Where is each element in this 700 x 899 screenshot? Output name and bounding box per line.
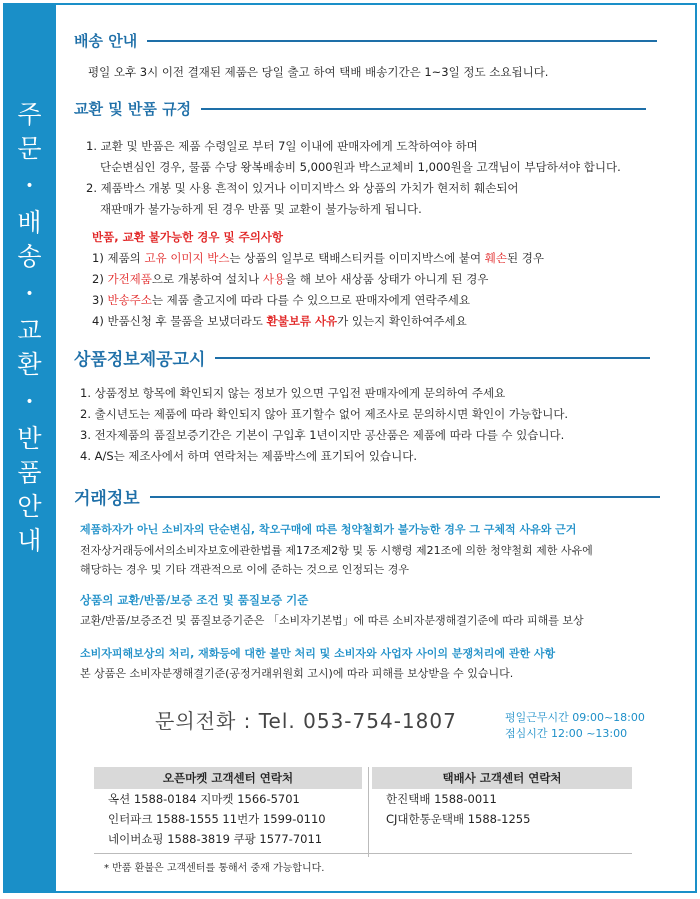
cs-row: 한진택배 1588-0011 [386,792,497,806]
vertical-char: 반 [17,424,42,453]
trade-title: 거래정보 [74,489,140,509]
product-info-item: 3. 전자제품의 품질보증기간은 기본이 구입후 1년이지만 공산품은 제품에 따라 다를 수 있습니다. [80,428,565,442]
trade-heading [74,484,660,509]
market-cs-table [94,767,362,857]
cs-row: 옥션 1588-0184 지마켓 1566-5701 [108,792,300,806]
vertical-char: 품 [17,458,42,487]
market-cs-title: 오픈마켓 고객센터 연락처 [94,767,362,789]
exchange-rule-1: 1. 교환 및 반품은 제품 수령일로 부터 7일 이내에 판매자에게 도착하여야 하며 [86,139,478,153]
caution-item: 3) 반송주소는 제품 출고지에 따라 다를 수 있으므로 판매자에게 연락주세요 [92,293,470,307]
exchange-title: 교환 및 반품 규정 [74,100,192,118]
vertical-dot: • [25,394,34,410]
product-info-item: 2. 출시년도는 제품에 따라 확인되지 않아 표기할수 없어 제조사로 문의하시면 확인이 가능합니다. [80,407,569,421]
cs-row: CJ대한통운택배 1588-1255 [386,812,531,826]
courier-cs-title: 택배사 고객센터 연락처 [372,767,632,789]
vertical-char: 송 [17,242,42,271]
vertical-dot: • [25,286,34,302]
product-info-item: 4. A/S는 제조사에서 하며 연락처는 제품박스에 표기되어 있습니다. [80,449,417,463]
exchange-rule-2-detail: 재판매가 불가능하게 된 경우 반품 및 교환이 불가능하게 됩니다. [100,202,422,216]
exchange-heading [74,98,646,119]
trade-subheading: 제품하자가 아닌 소비자의 단순변심, 착오구매에 따른 청약철회가 불가능한 경우 그 구체적 사유와 근거 [80,523,577,536]
product-info-heading [74,345,650,370]
caution-item: 2) 가전제품으로 개봉하여 설치나 사용을 해 보아 새상품 상태가 아니게 된 경우 [92,272,489,286]
caution-item: 4) 반품신청 후 물품을 보냈더라도 환불보류 사유가 있는지 확인하여주세요 [92,314,467,328]
shipping-title: 배송 안내 [74,32,138,50]
vertical-char: 교 [17,316,42,345]
trade-subheading: 상품의 교환/반품/보증 조건 및 품질보증 기준 [80,593,309,607]
phone-number: 문의전화 : Tel. 053-754-1807 [155,709,457,733]
product-info-title: 상품정보제공고시 [74,350,206,370]
table-divider [368,767,369,857]
exchange-rule-1-detail: 단순변심인 경우, 물품 수당 왕복배송비 5,000원과 박스교체비 1,000원을 고객님이 부담하셔야 합니다. [100,160,621,174]
vertical-char: 환 [17,350,42,379]
vertical-char: 안 [17,492,42,521]
shipping-body: 평일 오후 3시 이전 결재된 제품은 당일 출고 하여 택배 배송기간은 1~3일 정도 소요됩니다. [88,65,549,79]
trade-paragraph: 해당하는 경우 및 기타 객관적으로 이에 준하는 것으로 인정되는 경우 [80,563,409,576]
heading-rule [150,496,660,498]
vertical-dot: • [25,178,34,194]
vertical-char: 문 [17,134,42,163]
heading-rule [147,40,657,42]
vertical-char: 내 [17,526,42,555]
vertical-char: 배 [17,208,42,237]
lunch-hours: 점심시간 12:00 ~13:00 [505,727,628,740]
caution-title: 반품, 교환 불가능한 경우 및 주의사항 [92,230,284,244]
trade-paragraph: 교환/반품/보증조건 및 품질보증기준은 「소비자기본법」에 따른 소비자분쟁해결기준에 따라 피해를 보상 [80,614,584,627]
trade-subheading: 소비자피해보상의 처리, 재화등에 대한 불만 처리 및 소비자와 사업자 사이의 분쟁처리에 관한 사항 [80,647,556,660]
product-info-item: 1. 상품정보 항목에 확인되지 않는 정보가 있으면 구입전 판매자에게 문의하여 주세요 [80,386,506,400]
caution-item: 1) 제품의 고유 이미지 박스는 상품의 일부로 택배스티커를 이미지박스에 붙여 훼손된 경우 [92,251,544,265]
heading-rule [201,108,646,110]
shipping-heading [74,30,657,51]
table-bottom-rule [94,853,632,854]
cs-row: 인터파크 1588-1555 11번가 1599-0110 [108,812,326,826]
exchange-rule-2: 2. 제품박스 개봉 및 사용 흔적이 있거나 이미지박스 와 상품의 가치가 현저히 훼손되어 [86,181,519,195]
footnote: * 반품 환불은 고객센터를 통해서 중재 가능합니다. [104,863,325,874]
courier-cs-table [372,767,632,857]
trade-paragraph: 전자상거래등에서의소비자보호에관한법률 제17조제2항 및 동 시행령 제21조에 의한 청약철회 제한 사유에 [80,544,593,557]
business-hours: 평일근무시간 09:00~18:00 [505,711,645,724]
cs-row: 네이버쇼핑 1588-3819 쿠팡 1577-7011 [108,832,323,846]
trade-paragraph: 본 상품은 소비자분쟁해결기준(공정거래위원회 고시)에 따라 피해를 보상받을 수 있습니다. [80,667,514,680]
vertical-char: 주 [17,100,42,129]
heading-rule [215,357,650,359]
